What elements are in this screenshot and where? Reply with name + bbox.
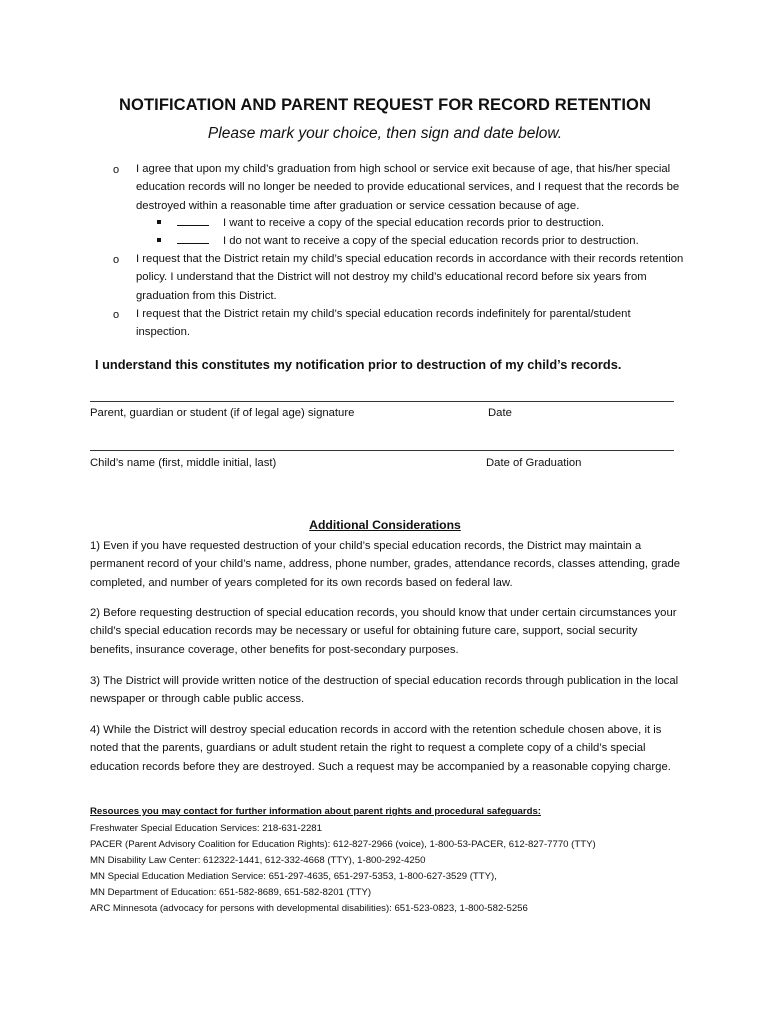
- resource-item: MN Special Education Mediation Service: 651-297-4635, 651-297-5353, 1-800-627-3529 (TTY),: [90, 871, 497, 882]
- signature-label: Parent, guardian or student (if of legal age) signature: [90, 407, 355, 419]
- child-name-label: Child’s name (first, middle initial, last): [90, 457, 277, 469]
- bullet-square-icon: [157, 238, 161, 242]
- option-2-text: I request that the District retain my child’s special education records in accordance with their records retention policy. I understand that the District will not destroy my child’s educational record before six years from graduation from this District.: [136, 253, 684, 302]
- signature-line[interactable]: [90, 401, 674, 402]
- date-label: Date: [488, 407, 512, 419]
- sub-option-receive-copy: [157, 214, 677, 232]
- sub-option-label: I want to receive a copy of the special education records prior to destruction.: [223, 217, 605, 229]
- sub-option-label: I do not want to receive a copy of the special education records prior to destruction.: [223, 235, 639, 247]
- resource-item: MN Disability Law Center: 612322-1441, 612-332-4668 (TTY), 1-800-292-4250: [90, 855, 426, 866]
- no-copy-blank[interactable]: [177, 232, 209, 244]
- option-1-text: I agree that upon my child’s graduation from high school or service exit because of age, that his/her special education records will no longer be needed to provide educational services, and I request that the records be destroyed within a reasonable time after graduation or service cessation because of age.: [136, 163, 680, 212]
- option-3-checkbox[interactable]: o: [113, 309, 120, 321]
- receive-copy-blank[interactable]: [177, 214, 209, 226]
- resources-heading: Resources you may contact for further information about parent rights and procedural safeguards:: [90, 806, 541, 817]
- notice-statement: I understand this constitutes my notification prior to destruction of my child’s records.: [95, 357, 622, 372]
- resource-item: Freshwater Special Education Services: 218-631-2281: [90, 823, 322, 834]
- option-1-checkbox[interactable]: o: [113, 164, 120, 176]
- consideration-paragraph: 1) Even if you have requested destruction of your child’s special education records, the District may maintain a permanent record of your child’s name, address, phone number, grades, attendance records, classes attending, grade completed, and number of years completed for its own records based on federal law.: [90, 540, 681, 589]
- graduation-date-label: Date of Graduation: [486, 457, 582, 469]
- page-title: NOTIFICATION AND PARENT REQUEST FOR RECORD RETENTION: [119, 96, 651, 114]
- option-2-checkbox[interactable]: o: [113, 254, 120, 266]
- sub-option-no-copy: [157, 232, 677, 250]
- bullet-square-icon: [157, 220, 161, 224]
- additional-considerations-heading: Additional Considerations: [309, 518, 461, 532]
- resource-item: MN Department of Education: 651-582-8689, 651-582-8201 (TTY): [90, 887, 372, 898]
- consideration-paragraph: 2) Before requesting destruction of special education records, you should know that under certain circumstances your child’s special education records may be necessary or useful for obtaining future care, support, social security benefits, insurance coverage, other benefits for post-secondary purposes.: [90, 607, 677, 656]
- option-3-text: I request that the District retain my child’s special education records indefinitely for parental/student inspection.: [136, 308, 631, 339]
- resource-item: PACER (Parent Advisory Coalition for Education Rights): 612-827-2966 (voice), 1-800-53-PACER, 612-827-7770 (TTY): [90, 839, 596, 850]
- consideration-paragraph: 4) While the District will destroy special education records in accord with the retention schedule chosen above, it is noted that the parents, guardians or adult student retain the right to request a complete copy of a child’s special education records before they are destroyed. Such a request may be accompanied by a reasonable copying charge.: [90, 724, 671, 773]
- consideration-paragraph: 3) The District will provide written notice of the destruction of special education records through publication in the local newspaper or through cable public access.: [90, 675, 679, 706]
- child-name-line[interactable]: [90, 450, 674, 451]
- resource-item: ARC Minnesota (advocacy for persons with developmental disabilities): 651-523-0823, 1-800-582-5256: [90, 903, 528, 914]
- page-subtitle: Please mark your choice, then sign and date below.: [207, 125, 563, 142]
